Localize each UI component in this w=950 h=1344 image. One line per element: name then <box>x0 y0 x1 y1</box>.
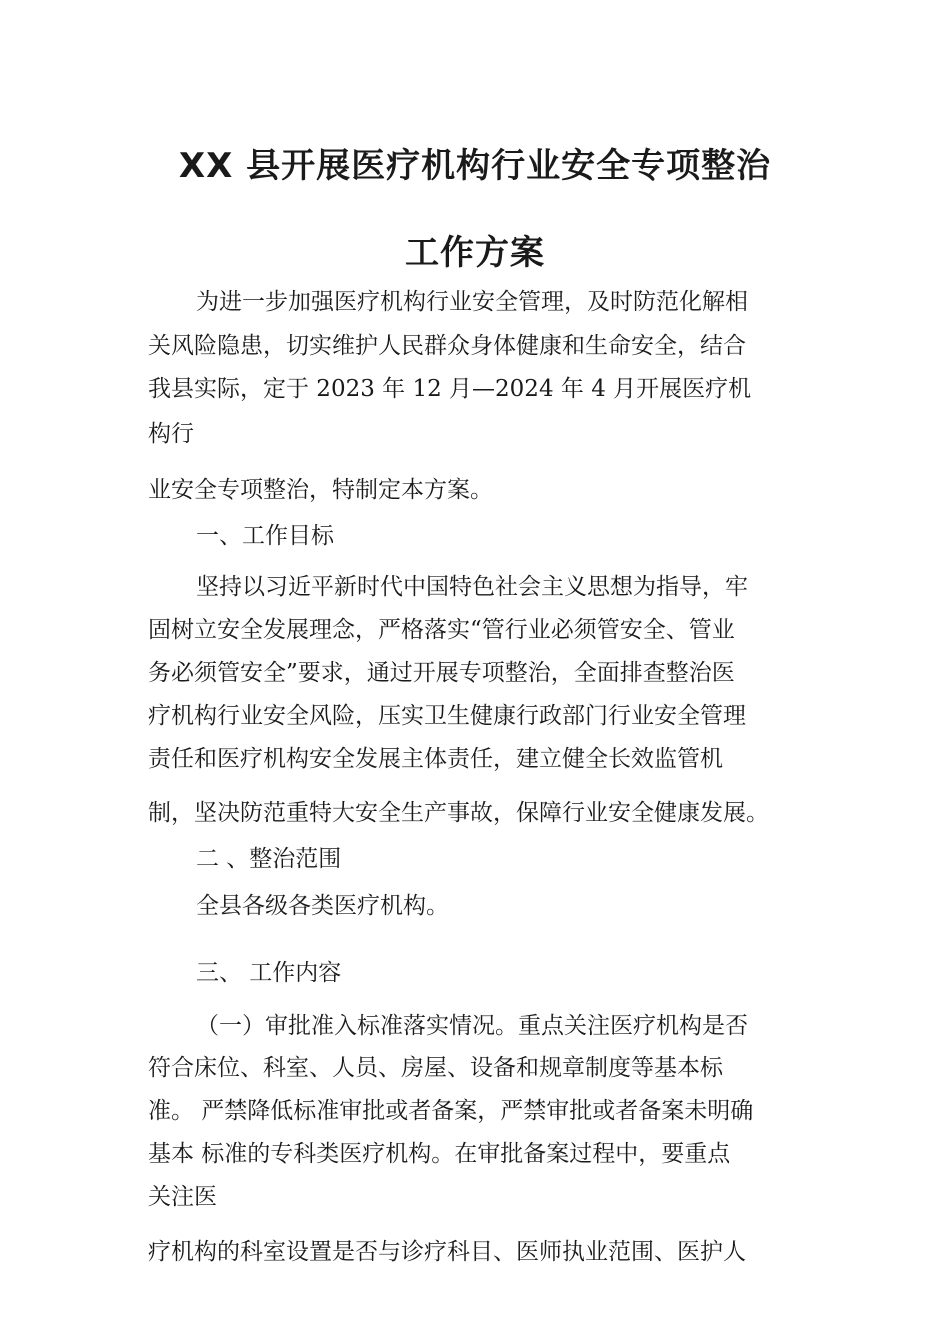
body-line: 制，坚决防范重特大安全生产事故，保障行业安全健康发展。 <box>148 800 769 826</box>
body-line: 我县实际，定于 2023 年 12 月—2024 年 4 月开展医疗机 <box>148 376 752 402</box>
document-title-line-2: 工作方案 <box>405 233 545 273</box>
body-line: 坚持以习近平新时代中国特色社会主义思想为指导，牢 <box>196 574 748 600</box>
body-line: 符合床位、科室、人员、房屋、设备和规章制度等基本标 <box>148 1055 723 1081</box>
body-line: 基本 标准的专科类医疗机构。在审批备案过程中，要重点 <box>148 1141 731 1167</box>
body-line: 责任和医疗机构安全发展主体责任，建立健全长效监管机 <box>148 746 723 772</box>
section-heading: 三、 工作内容 <box>196 960 342 986</box>
body-line: 准。 严禁降低标准审批或者备案，严禁审批或者备案未明确 <box>148 1098 754 1124</box>
body-line: 全县各级各类医疗机构。 <box>196 893 449 919</box>
section-heading: 一、工作目标 <box>196 523 334 549</box>
document-title-line-1: XX 县开展医疗机构行业安全专项整治 <box>178 146 772 186</box>
body-line: 业安全专项整治，特制定本方案。 <box>148 477 493 503</box>
body-line: （一）审批准入标准落实情况。重点关注医疗机构是否 <box>196 1013 748 1039</box>
body-line: 关风险隐患，切实维护人民群众身体健康和生命安全，结合 <box>148 333 746 359</box>
section-heading: 二 、整治范围 <box>196 846 342 872</box>
body-line: 为进一步加强医疗机构行业安全管理，及时防范化解相 <box>196 289 748 315</box>
body-line: 疗机构的科室设置是否与诊疗科目、医师执业范围、医护人 <box>148 1239 746 1265</box>
body-line: 关注医 <box>148 1184 217 1210</box>
body-line: 疗机构行业安全风险，压实卫生健康行政部门行业安全管理 <box>148 703 746 729</box>
body-line: 固树立安全发展理念，严格落实“管行业必须管安全、管业 <box>148 617 735 643</box>
body-line: 构行 <box>148 421 194 447</box>
body-line: 务必须管安全”要求，通过开展专项整治，全面排查整治医 <box>148 660 735 686</box>
